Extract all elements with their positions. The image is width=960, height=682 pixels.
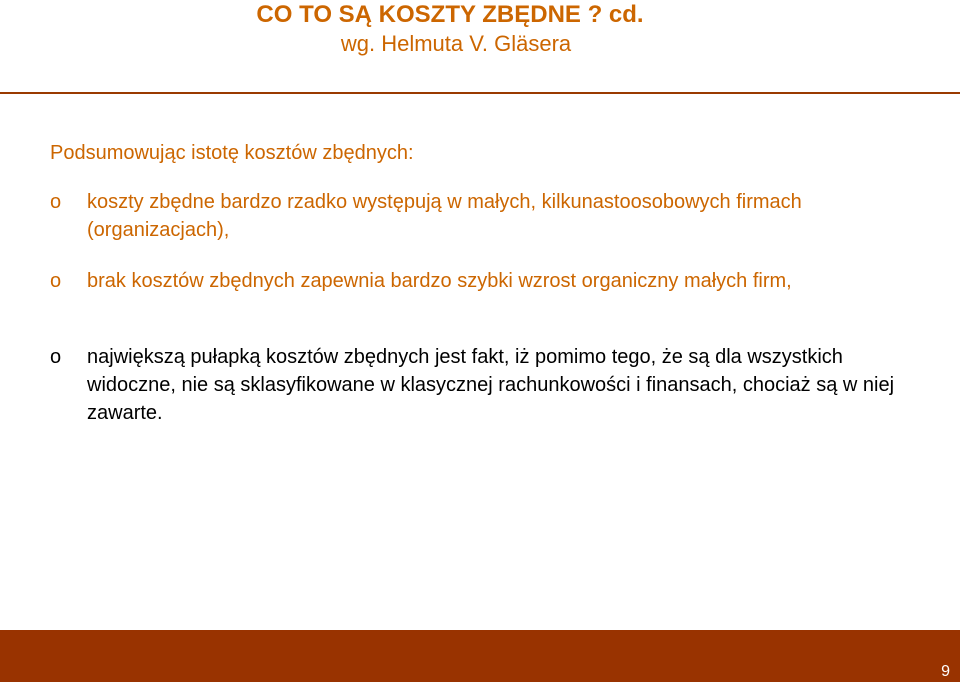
footer-bar	[0, 630, 960, 682]
bullet-text: brak kosztów zbędnych zapewnia bardzo szybki wzrost organiczny małych firm,	[87, 270, 792, 292]
slide-title: CO TO SĄ KOSZTY ZBĘDNE ? cd.	[256, 1, 644, 28]
bullet-item	[50, 188, 900, 244]
bullet-marker: o	[50, 191, 62, 213]
slide-subtitle: wg. Helmuta V. Gläsera	[340, 31, 572, 56]
bullet-text: największą pułapką kosztów zbędnych jest fakt, iż pomimo tego, że są dla wszystkich widoczne, nie są sklasyfikowane w klasycznej rachunkowości i finansach, chociaż są w niej zawarte.	[87, 346, 895, 424]
intro-text: Podsumowując istotę kosztów zbędnych:	[50, 142, 414, 164]
header-divider	[0, 92, 960, 94]
bullet-item	[50, 267, 900, 295]
bullet-marker: o	[50, 346, 62, 368]
bullet-marker: o	[50, 270, 62, 292]
bullet-item	[50, 343, 900, 427]
page-number: 9	[941, 663, 950, 680]
bullet-text: koszty zbędne bardzo rzadko występują w małych, kilkunastoosobowych firmach (organizacjach),	[87, 191, 802, 241]
